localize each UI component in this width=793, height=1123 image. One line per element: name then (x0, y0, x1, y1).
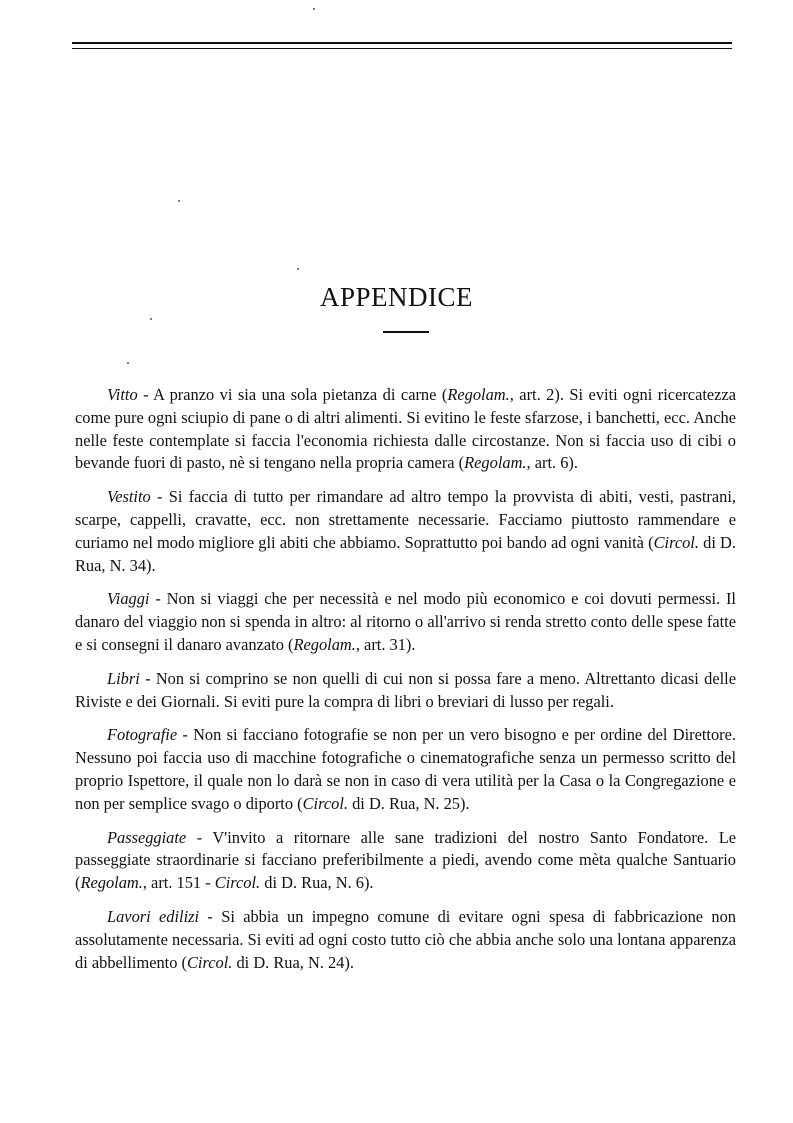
paragraph-text: , art. 31). (355, 634, 416, 654)
paragraph-text: - Si abbia un impegno comune di evitare ogni spesa di fabbricazione non assolutamente necessaria. Si eviti ad ogni costo tutto ciò che abbia anche solo una lontana apparenza di abbellimento ( (75, 906, 736, 972)
header-rule-thick (72, 42, 732, 44)
citation-reference: Circol. (302, 793, 348, 813)
paragraph-text: - Non si facciano fotografie se non per un vero bisogno e per ordine del Direttore. Nessuno poi faccia uso di macchine fotografiche o cinematografiche senza un permesso scritto del proprio Ispettore, il quale non lo darà se non in caso di vera utilità per la Casa o la Congregazione e non per semplice svago o diporto ( (75, 725, 736, 813)
paragraph-text: di D. Rua, N. 25). (348, 793, 470, 813)
title-underline (383, 331, 429, 333)
paragraph-text: - V'invito a ritornare alle sane tradizioni del nostro Santo Fondatore. Le passeggiate straordinarie si facciano preferibilmente a piedi, avendo come mèta qualche Santuario ( (75, 827, 736, 893)
paragraph (75, 384, 736, 475)
paragraph-heading: Fotografie (107, 725, 178, 745)
document-body (75, 384, 736, 985)
paragraph-heading: Viaggi (107, 589, 150, 609)
paragraph (75, 668, 736, 714)
citation-reference: Circol. (214, 873, 261, 893)
paragraph-heading: Vitto (107, 385, 138, 404)
paragraph-heading: Lavori edilizi (107, 906, 200, 926)
header-rule-thin (72, 48, 732, 49)
citation-reference: Regolam. (293, 634, 356, 654)
paragraph-text: di D. Rua, N. 24). (232, 952, 354, 972)
paragraph (75, 486, 736, 577)
page-title: APPENDICE (319, 282, 473, 312)
paragraph (75, 724, 736, 815)
print-speck (313, 8, 315, 10)
paragraph (75, 588, 736, 656)
paragraph-heading: Passeggiate (107, 827, 187, 847)
print-speck (178, 200, 180, 202)
paragraph-text: di D. Rua, N. 34). (75, 532, 736, 575)
print-speck (150, 318, 152, 320)
paragraph-text: - Non si comprino se non quelli di cui non si possa fare a meno. Altrettanto dicasi delle Riviste e dei Giornali. Si eviti pure la compra di libri o breviari di lusso per regali. (75, 668, 736, 711)
print-speck (297, 268, 299, 270)
citation-reference: Regolam. (447, 385, 510, 404)
citation-reference: Regolam. (80, 873, 143, 893)
paragraph-heading: Libri (107, 668, 140, 688)
citation-reference: Circol. (653, 532, 699, 552)
paragraph-text: - Non si viaggi che per necessità e nel modo più economico e coi dovuti permessi. Il danaro del viaggio non si spenda in altro: al ritorno o all'arrivo si renda stretto conto delle spese fatte e si consegni il danaro avanzato ( (75, 589, 736, 654)
citation-reference: Circol. (186, 952, 233, 972)
paragraph-text: di D. Rua, N. 6). (260, 873, 374, 893)
paragraph-text: , art. 6). (526, 453, 578, 473)
citation-reference: Regolam. (464, 453, 527, 473)
paragraph-text: - Si faccia di tutto per rimandare ad altro tempo la provvista di abiti, vesti, pastrani, scarpe, cappelli, cravatte, ecc. non strettamente necessarie. Facciamo piuttosto rammendare e curiamo nel modo migliore gli abiti che abbiamo. Soprattutto poi bando ad ogni vanità ( (75, 487, 736, 552)
paragraph (75, 827, 736, 895)
paragraph-text: , art. 151 - (142, 873, 215, 893)
print-speck (127, 362, 129, 364)
paragraph-heading: Vestito (107, 487, 151, 507)
paragraph (75, 906, 736, 974)
paragraph-text: , art. 2). Si eviti ogni ricercatezza come pure ogni sciupio di pane o di altri alimenti. Si evitino le feste sfarzose, i banchetti, ecc. Anche nelle feste contemplate si faccia l'economia richiesta dalle circostanze. Non si faccia uso di cibi o bevande fuori di pasto, nè si tengano nella propria camera ( (75, 385, 737, 473)
paragraph-text: - A pranzo vi sia una sola pietanza di carne ( (137, 385, 448, 404)
